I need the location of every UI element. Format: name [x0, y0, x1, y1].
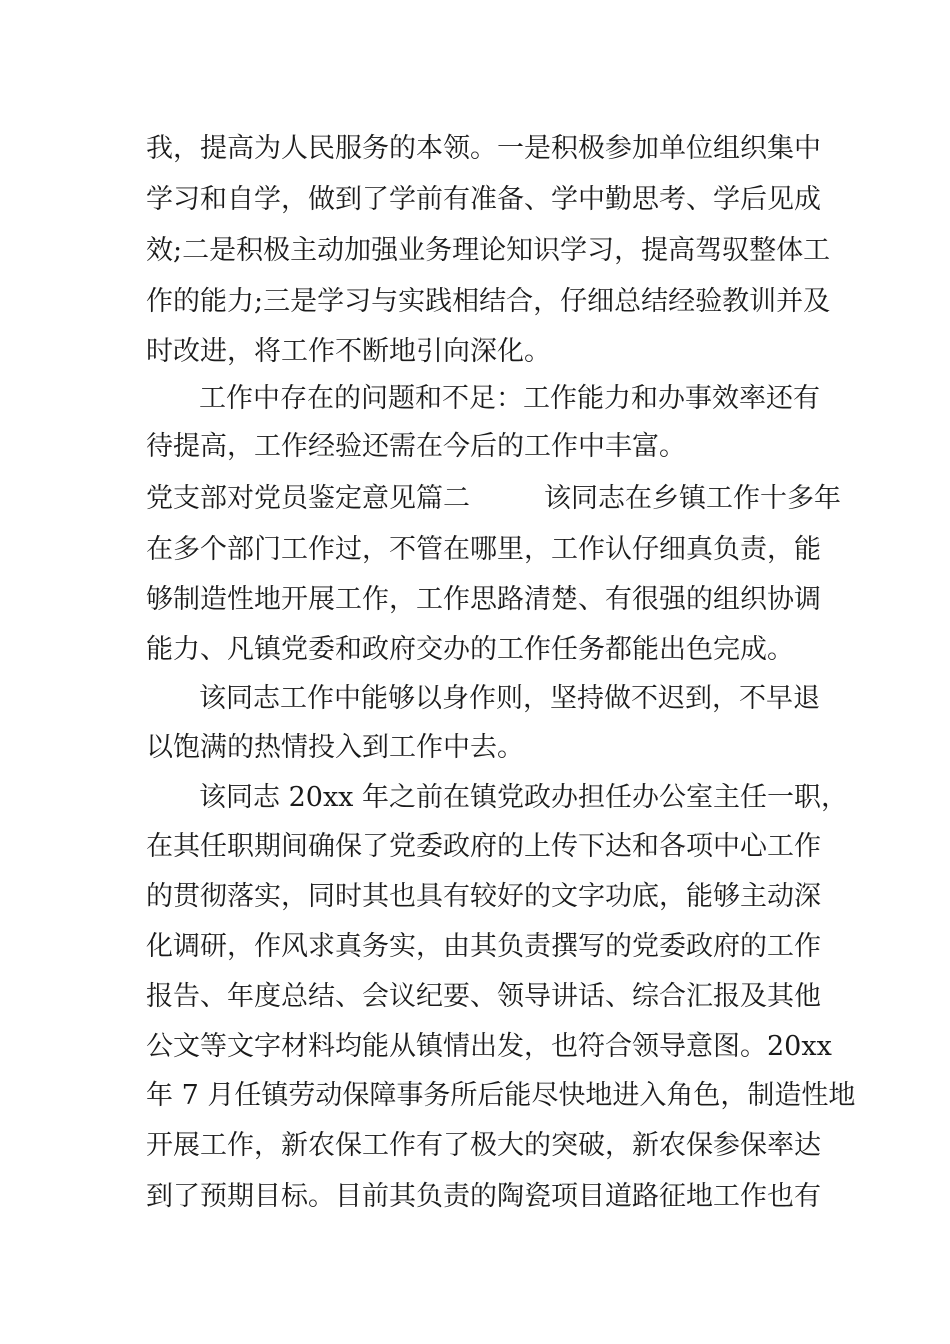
- text-line: 年 7 月任镇劳动保障事务所后能尽快地进入角色，制造性地: [146, 1080, 856, 1111]
- text-line: 的贯彻落实，同时其也具有较好的文字功底，能够主动深: [146, 881, 821, 912]
- section-heading-line: [146, 483, 841, 515]
- text-line: 到了预期目标。目前其负责的陶瓷项目道路征地工作也有: [146, 1181, 821, 1212]
- text-line: 工作中存在的问题和不足：工作能力和办事效率还有: [199, 383, 820, 414]
- text-line: 能力、凡镇党委和政府交办的工作任务都能出色完成。: [146, 634, 794, 665]
- text-line: 学习和自学，做到了学前有准备、学中勤思考、学后见成: [146, 184, 821, 215]
- text-line: 报告、年度总结、会议纪要、领导讲话、综合汇报及其他: [146, 981, 821, 1012]
- text-line: 作的能力;三是学习与实践相结合，仔细总结经验教训并及: [146, 286, 831, 317]
- text-line: 开展工作，新农保工作有了极大的突破，新农保参保率达: [146, 1130, 821, 1161]
- text-line: 够制造性地开展工作，工作思路清楚、有很强的组织协调: [146, 584, 821, 615]
- text-line: 该同志在乡镇工作十多年: [544, 483, 841, 514]
- text-line: 化调研，作风求真务实，由其负责撰写的党委政府的工作: [146, 931, 821, 962]
- text-line: 该同志工作中能够以身作则，坚持做不迟到，不早退: [199, 683, 820, 714]
- text-line: 待提高，工作经验还需在今后的工作中丰富。: [146, 431, 686, 462]
- text-line: 在多个部门工作过，不管在哪里，工作认仔细真负责，能: [146, 534, 821, 565]
- text-line: 以饱满的热情投入到工作中去。: [146, 732, 524, 763]
- text-line: 公文等文字材料均能从镇情出发，也符合领导意图。20xx: [146, 1031, 832, 1062]
- text-line: 该同志 20xx 年之前在镇党政办担任办公室主任一职，: [199, 782, 848, 813]
- text-line: 在其任职期间确保了党委政府的上传下达和各项中心工作: [146, 831, 821, 862]
- text-line: 我，提高为人民服务的本领。一是积极参加单位组织集中: [146, 133, 821, 164]
- text-line: 时改进，将工作不断地引向深化。: [146, 336, 551, 367]
- text-line: 效;二是积极主动加强业务理论知识学习，提高驾驭整体工: [146, 235, 831, 266]
- section-heading: 党支部对党员鉴定意见篇二: [146, 483, 470, 514]
